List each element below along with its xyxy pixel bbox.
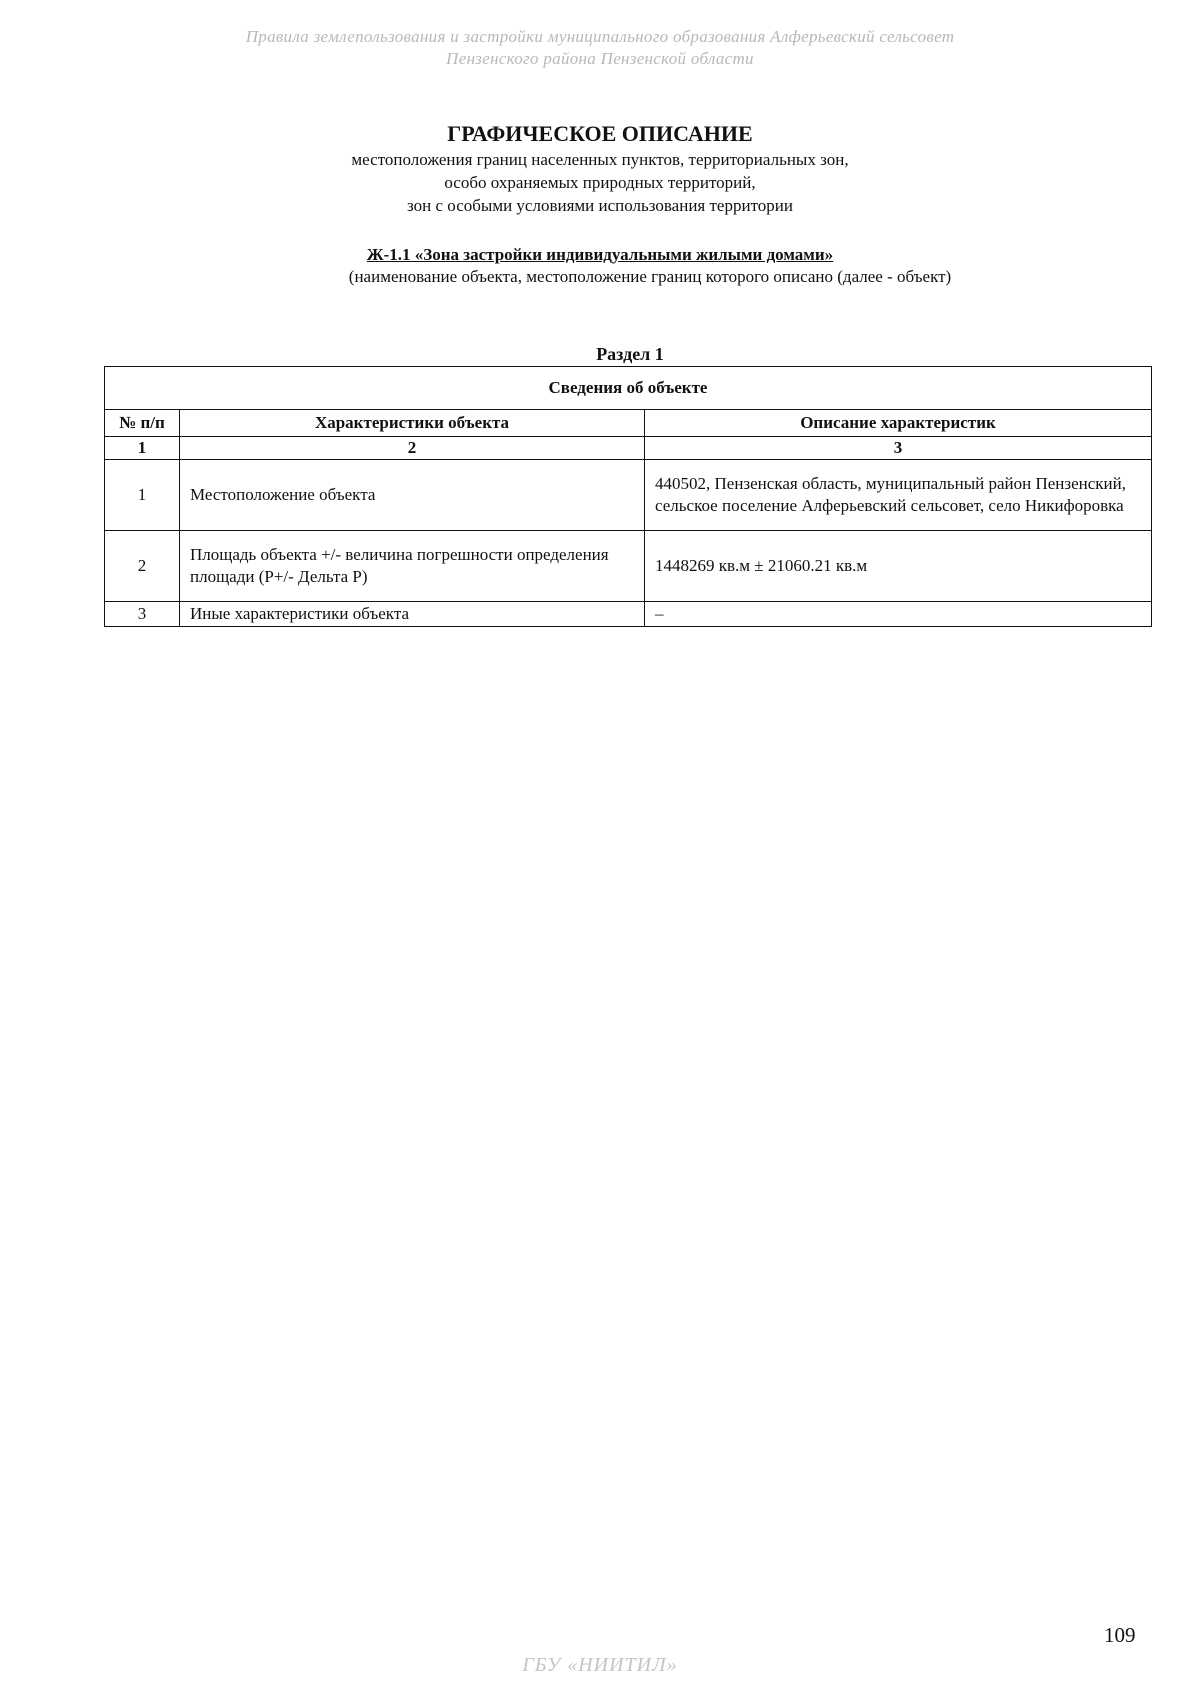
column-number-row	[105, 437, 1152, 460]
row-number: 1	[105, 460, 180, 531]
document-title: ГРАФИЧЕСКОЕ ОПИСАНИЕ	[447, 121, 753, 146]
table-caption: Сведения об объекте	[105, 367, 1152, 410]
row-characteristic: Иные характеристики объекта	[180, 602, 645, 627]
subtitle-line-2: особо охраняемых природных территорий,	[444, 173, 756, 192]
table-row	[105, 531, 1152, 602]
subtitle-line-3: зон с особыми условиями использования территории	[407, 196, 793, 215]
table-row	[105, 460, 1152, 531]
column-number-3: 3	[645, 437, 1152, 460]
column-number-1: 1	[105, 437, 180, 460]
section-title: Раздел 1	[596, 344, 664, 364]
subtitle-line-1: местоположения границ населенных пунктов, территориальных зон,	[351, 150, 849, 169]
table-row	[105, 602, 1152, 627]
column-number-2: 2	[180, 437, 645, 460]
header-watermark-line1: Правила землепользования и застройки муниципального образования Алферьевский сельсовет	[245, 27, 955, 46]
object-name-block	[0, 244, 1200, 288]
header-num: № п/п	[105, 410, 180, 437]
object-info-table	[104, 366, 1152, 627]
header-watermark	[0, 26, 1200, 70]
row-description: –	[645, 602, 1152, 627]
header-watermark-line2: Пензенского района Пензенской области	[446, 49, 754, 68]
object-name: Ж-1.1 «Зона застройки индивидуальными жилыми домами»	[366, 245, 834, 264]
table-header-row	[105, 410, 1152, 437]
row-number: 3	[105, 602, 180, 627]
row-description: 440502, Пензенская область, муниципальный район Пензенский, сельское поселение Алферьевский сельсовет, село Никифоровка	[645, 460, 1152, 531]
footer-watermark: ГБУ «НИИТИЛ»	[522, 1654, 678, 1676]
row-characteristic: Местоположение объекта	[180, 460, 645, 531]
row-characteristic: Площадь объекта +/- величина погрешности определения площади (Р+/- Дельта Р)	[180, 531, 645, 602]
row-description: 1448269 кв.м ± 21060.21 кв.м	[645, 531, 1152, 602]
page-number: 109	[1104, 1623, 1136, 1647]
header-description: Описание характеристик	[645, 410, 1152, 437]
table-caption-row	[105, 367, 1152, 410]
header-characteristic: Характеристики объекта	[180, 410, 645, 437]
title-block	[0, 120, 1200, 217]
row-number: 2	[105, 531, 180, 602]
object-name-caption: (наименование объекта, местоположение границ которого описано (далее - объект)	[348, 267, 952, 286]
